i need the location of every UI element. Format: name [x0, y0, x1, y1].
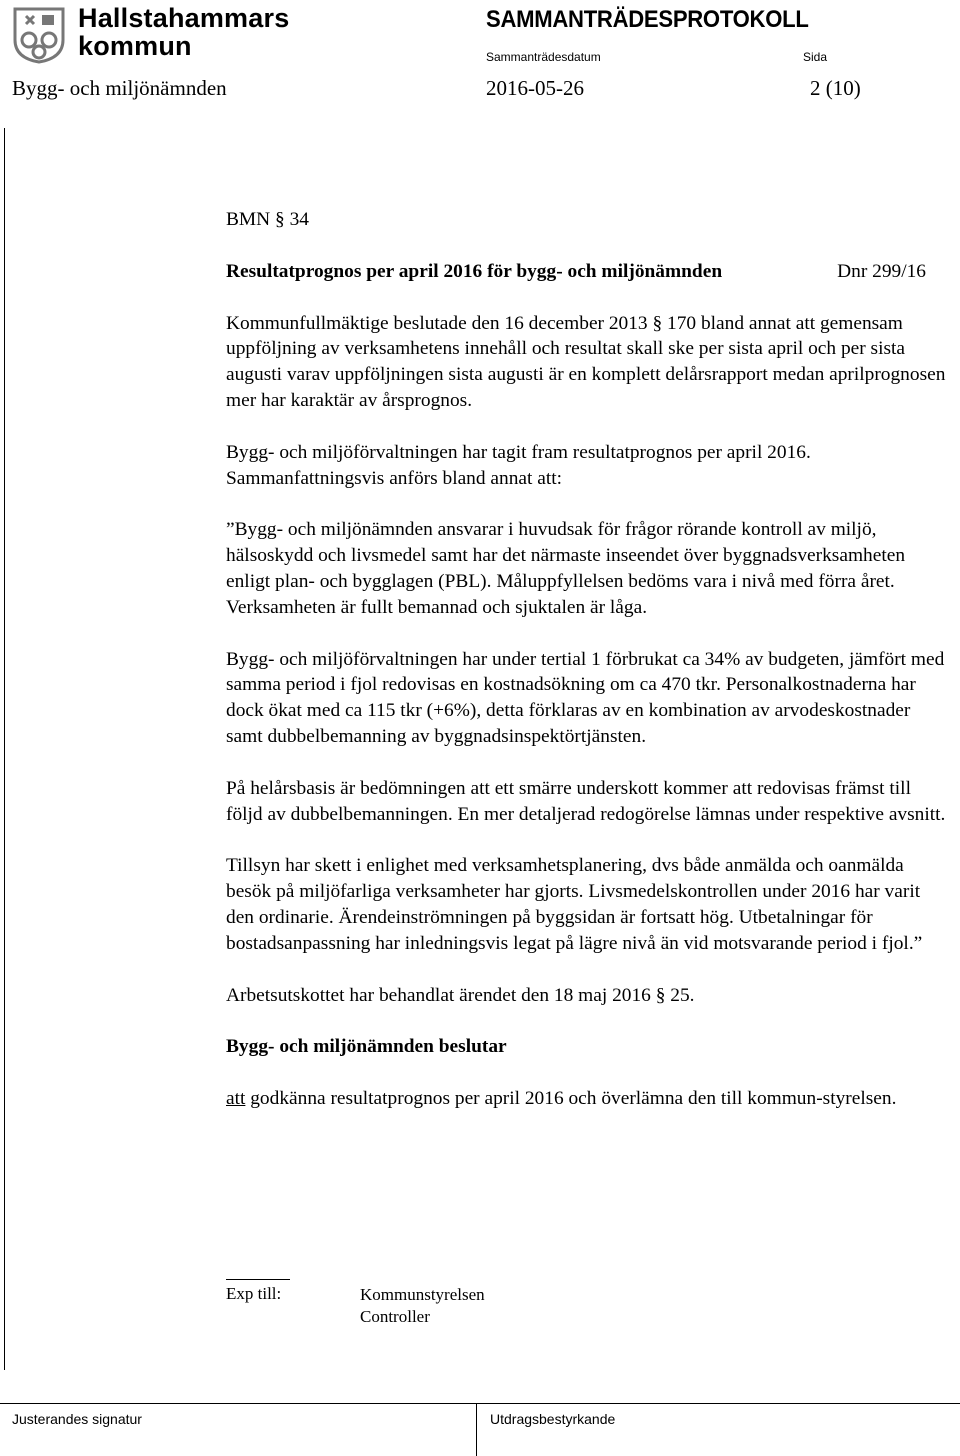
decision-body: godkänna resultatprognos per april 2016 och överlämna den till kommun-styrelsen.: [245, 1088, 897, 1110]
recipient-item: Kommunstyrelsen: [360, 1285, 485, 1304]
item-dnr: Dnr 299/16: [837, 260, 926, 282]
item-title: Resultatprognos per april 2016 för bygg- och miljönämnden: [226, 260, 723, 282]
expedition-recipients: [360, 1284, 485, 1328]
signature-field-label: Justerandes signatur: [12, 1411, 142, 1427]
meeting-date-label: Sammanträdesdatum: [486, 50, 601, 64]
recipient-item: Controller: [360, 1307, 430, 1326]
organization-name: [78, 4, 289, 60]
meeting-date: 2016-05-26: [486, 76, 584, 100]
paragraph-quote-responsibility: ”Bygg- och miljönämnden ansvarar i huvudsak för frågor rörande kontroll av miljö, hälsoskydd och livsmedel samt har det närmaste inseendet över byggnadsverksamheten enligt plan- och bygglagen (PBL). Måluppfyllelsen bedöms vara i nivå med förra året. Verksamheten är fullt bemannad och sjuktalen är låga.: [226, 519, 906, 618]
footer-rule: [0, 1403, 960, 1404]
expedition-rule: [226, 1279, 290, 1280]
certificate-field-label: Utdragsbestyrkande: [490, 1411, 616, 1427]
org-name-line2: kommun: [78, 31, 192, 61]
footer-divider: [476, 1403, 477, 1456]
decision-lead: att: [226, 1088, 246, 1110]
paragraph-background: Kommunfullmäktige beslutade den 16 december 2013 § 170 bland annat att gemensam uppföljning av verksamhetens innehåll och resultat skall ske per sista april och per sista augusti varav uppföljningen sista augusti är en komplett delårsrapport medan aprilprognosen mer har karaktär av årsprognos.: [226, 312, 946, 411]
page-number: 2 (10): [810, 76, 861, 100]
committee-name: Bygg- och miljönämnden: [12, 76, 227, 100]
decision-text: [226, 1086, 951, 1112]
paragraph-quote-forecast: På helårsbasis är bedömningen att ett smärre underskott kommer att redovisas främst till följd av dubbelbemanningen. En mer detaljerad redogörelse lämnas under respektive avsnitt.: [226, 777, 946, 825]
decision-heading: Bygg- och miljönämnden beslutar: [226, 1036, 507, 1058]
municipal-coat-of-arms-logo: [12, 6, 66, 64]
paragraph-committee-handling: Arbetsutskottet har behandlat ärendet den 18 maj 2016 § 25.: [226, 984, 695, 1006]
org-name-line1: Hallstahammars: [78, 3, 290, 33]
document-body: [226, 207, 951, 1138]
document-type-title: SAMMANTRÄDESPROTOKOLL: [486, 6, 809, 33]
item-title-row: [226, 259, 926, 285]
page-label: Sida: [803, 50, 828, 64]
item-number: BMN § 34: [226, 209, 309, 230]
paragraph-intro: Bygg- och miljöförvaltningen har tagit fram resultatprognos per april 2016. Sammanfattningsvis anförs bland annat att:: [226, 441, 811, 489]
paragraph-quote-supervision: Tillsyn har skett i enlighet med verksamhetsplanering, dvs både anmälda och oanmälda besök på miljöfarliga verksamheter har gjorts. Livsmedelskontrollen under 2016 har varit den ordinarie. Ärendeinströmningen på byggsidan är fortsatt hög. Utbetalningar för bostadsanpassning har inledningsvis legat på lägre nivå än vid motsvarande period i fjol.”: [226, 855, 923, 954]
paragraph-quote-budget: Bygg- och miljöförvaltningen har under tertial 1 förbrukat ca 34% av budgeten, jämfört med samma period i fjol redovisas en kostnadsökning om ca 470 tkr. Personalkostnaderna har dock ökat med ca 115 tkr (+6%), detta förklaras av en kombination av arvodeskostnader samt dubbelbemanning av byggnadsinspektörtjänsten.: [226, 648, 945, 747]
expedition-label: Exp till:: [226, 1284, 282, 1303]
left-margin-rule: [4, 128, 5, 1370]
